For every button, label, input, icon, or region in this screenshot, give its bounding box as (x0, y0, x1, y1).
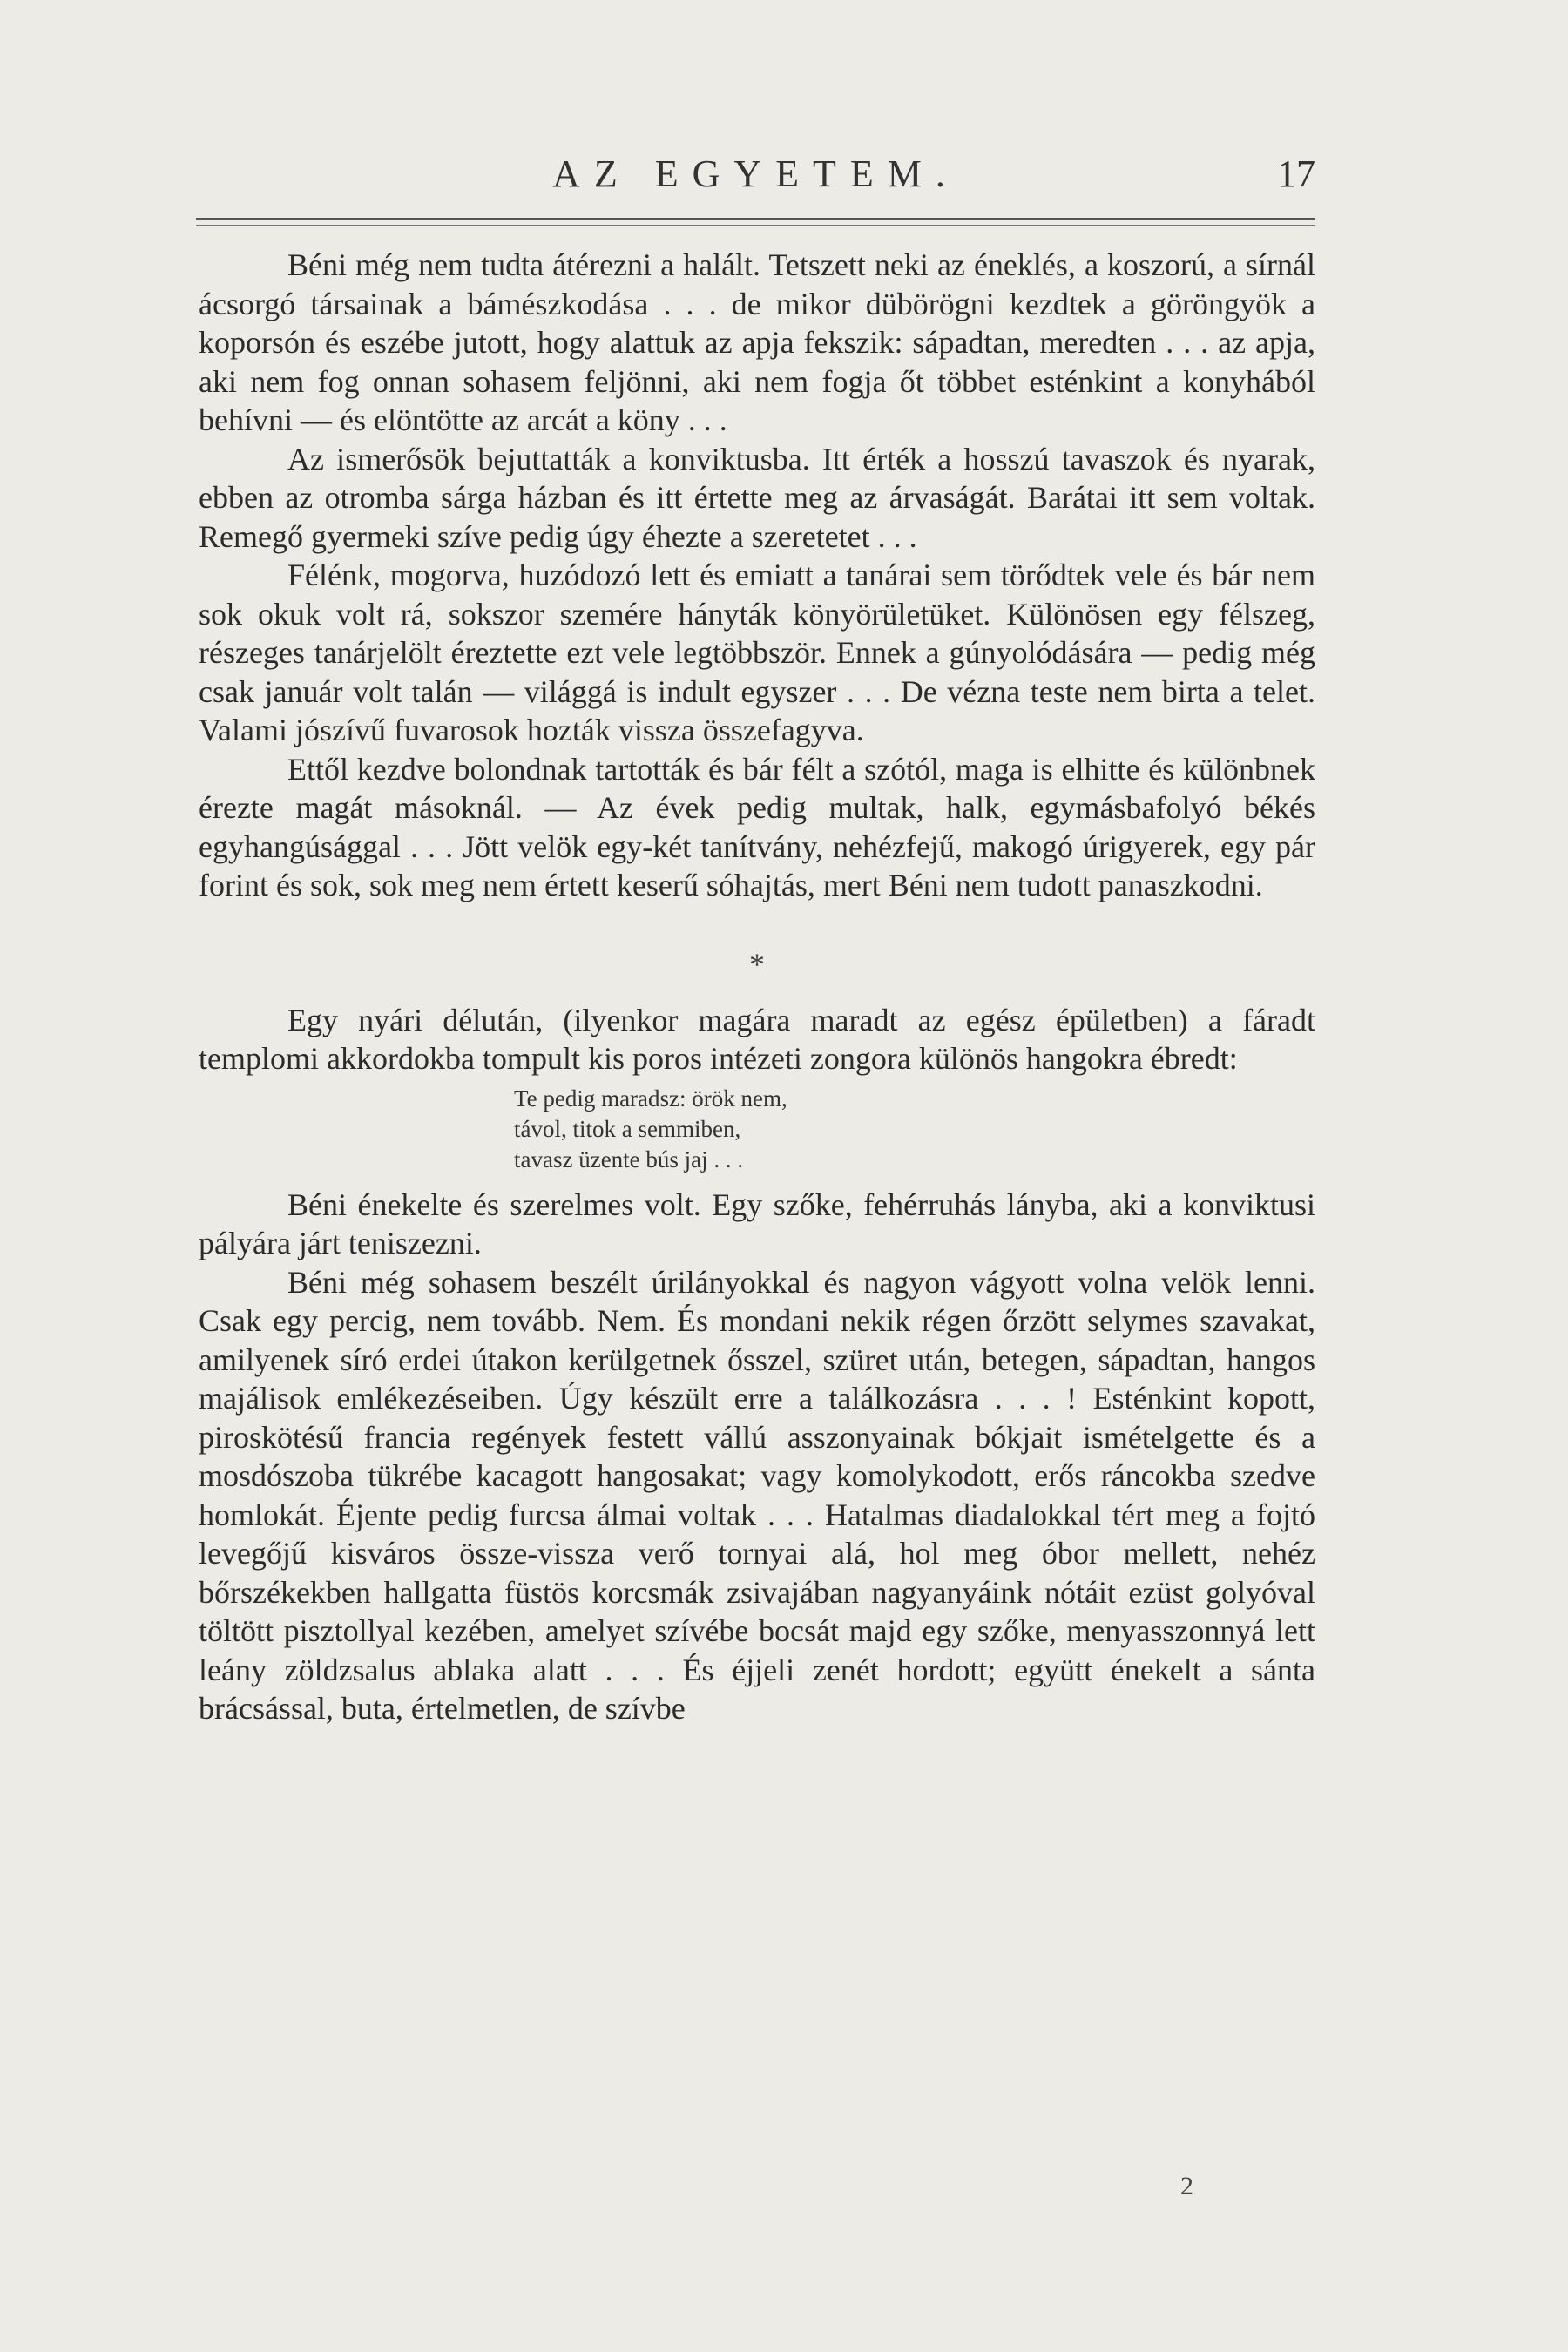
verse-line: tavasz üzente bús jaj . . . (514, 1146, 744, 1173)
paragraph: Ettől kezdve bolondnak tartották és bár félt a szótól, maga is elhitte és különbnek érezte magát másoknál. — Az évek pedig multak, halk, egymásbafolyó békés egyhangúsággal . . . Jött velök egy-két tanítvány, nehézfejű, makogó úrigyerek, egy pár forint és sok, sok meg nem értett keserű sóhajtás, mert Béni nem tudott panaszkodni. (199, 751, 1315, 902)
verse-line: távol, titok a semmiben, (514, 1115, 741, 1142)
verse-block (514, 1084, 1315, 1175)
page-number: 17 (1277, 152, 1315, 195)
paragraph: Béni még nem tudta átérezni a halált. Tetszett neki az éneklés, a koszorú, a sírnál ácsorgó társainak a bámészkodása . . . de mikor dübörögni kezdtek a göröngyök a koporsón és eszébe jutott, hogy alattuk az apja fekszik: sápadtan, meredten . . . az apja, aki nem fog onnan sohasem feljönni, aki nem fogja őt többet esténkint a konyhából behívni — és elöntötte az arcát a köny . . . (199, 247, 1315, 437)
verse-line: Te pedig maradsz: örök nem, (514, 1085, 787, 1112)
paragraph: Egy nyári délután, (ilyenkor magára maradt az egész épületben) a fáradt templomi akkordokba tompult kis poros intézeti zongora különös hangokra ébredt: (199, 1002, 1315, 1076)
paragraph: Az ismerősök bejuttatták a konviktusba. Itt érték a hosszú tavaszok és nyarak, ebben az otromba sárga házban és itt értette meg az árvaságát. Barátai itt sem voltak. Remegő gyermeki szíve pedig úgy éhezte a szeretetet . . . (199, 441, 1315, 554)
header-rule-thin (196, 225, 1315, 226)
running-title: AZ EGYETEM. (552, 152, 959, 195)
paragraph: Félénk, mogorva, huzódozó lett és emiatt a tanárai sem törődtek vele és bár nem sok okuk volt rá, sokszor szemére hányták könyörületüket. Különösen egy félszeg, részeges tanárjelölt éreztette ezt vele legtöbbször. Ennek a gúnyolódására — pedig még csak január volt talán — világgá is indult egyszer . . . De vézna teste nem birta a telet. Valami jószívű fuvarosok hozták vissza összefagyva. (199, 558, 1315, 747)
header-rule (196, 218, 1315, 220)
section-break: * (749, 946, 765, 982)
page-header (196, 148, 1315, 209)
paragraph: Béni még sohasem beszélt úrilányokkal és nagyon vágyott volna velök lenni. Csak egy percig, nem tovább. Nem. És mondani nekik régen őrzött selymes szavakat, amilyenek síró erdei útakon kerülgetnek ősszel, szüret után, betegen, sápadtan, hangos majálisok emlékezéseiben. Úgy készült erre a találkozásra . . . ! Esténkint kopott, piroskötésű francia regények festett vállú asszonyainak bókjait ismételgette és a mosdószoba tükrébe kacagott hangosakat; vagy komolykodott, erős ráncokba szedve homlokát. Éjente pedig furcsa álmai voltak . . . Hatalmas diadalokkal tért meg a fojtó levegőjű kisváros össze-vissza verő tornyai alá, hol meg óbor mellett, nehéz bőrszékekben hallgatta füstös korcsmák zsivajában nagyanyáink nótáit ezüst golyóval töltött pisztollyal kezében, amelyet szívébe bocsát majd egy szőke, menyasszonnyá lett leány zöldzsalus ablaka alatt . . . És éjjeli zenét hordott; együtt énekelt a sánta brácsással, buta, értelmetlen, de szívbe (199, 1264, 1315, 1726)
signature-mark: 2 (1180, 2172, 1193, 2200)
paragraph: Béni énekelte és szerelmes volt. Egy szőke, fehérruhás lányba, aki a konviktusi pályára járt teniszezni. (199, 1186, 1315, 1260)
body-text (199, 246, 1315, 1728)
